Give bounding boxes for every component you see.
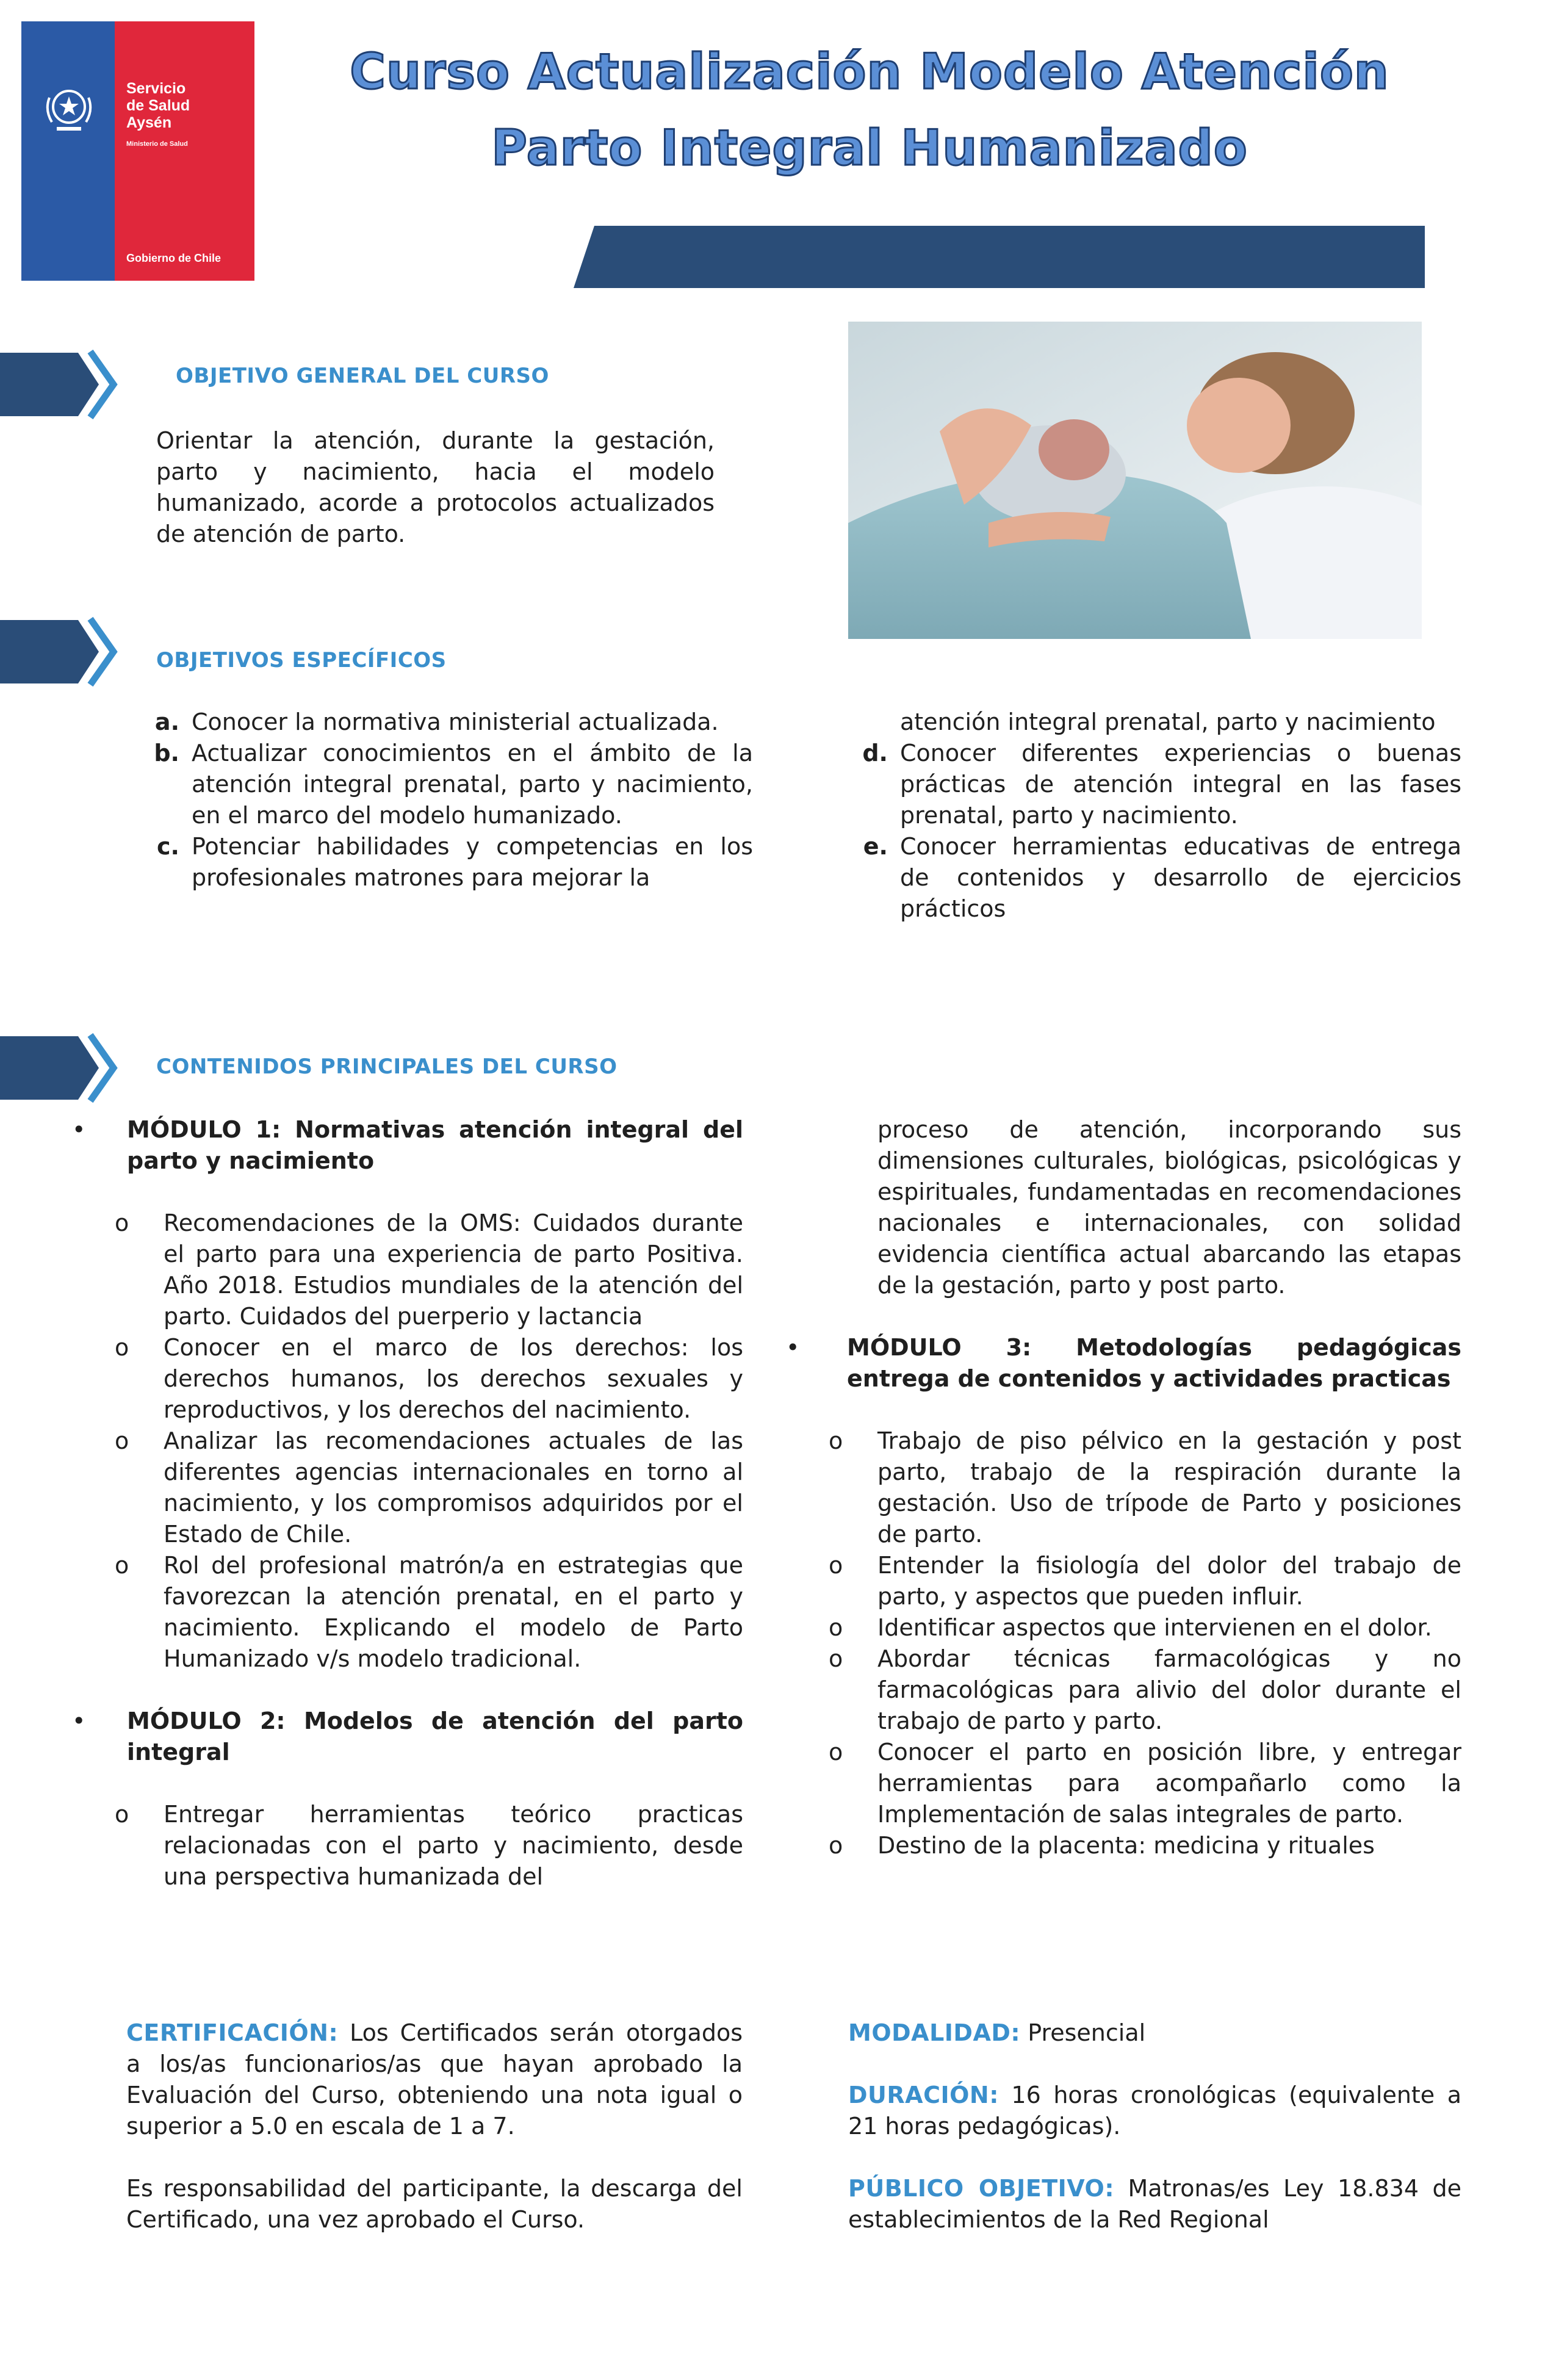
item-text: Recomendaciones de la OMS: Cuidados durante el parto para una experiencia de parto Positiva. Año 2018. Estudios mundiales de la atención del parto. Cuidados del puerperio y lactancia bbox=[164, 1210, 743, 1330]
list-item bbox=[137, 831, 753, 893]
sub-bullet-icon: o bbox=[829, 1552, 843, 1579]
objetivos-list-right bbox=[845, 707, 1461, 925]
list-item bbox=[786, 1737, 1461, 1830]
logo-text bbox=[126, 80, 248, 131]
title-line-2: Parto Integral Humanizado bbox=[491, 120, 1248, 176]
publico-text: Matronas/es Ley 18.834 de establecimientos de la Red Regional bbox=[848, 2175, 1461, 2233]
item-text: Conocer en el marco de los derechos: los derechos humanos, los derechos sexuales y reproductivos, y los derechos del nacimiento. bbox=[164, 1334, 743, 1423]
mother-newborn-photo bbox=[848, 322, 1422, 639]
contenidos-left-column bbox=[72, 1114, 743, 1892]
item-text: Conocer diferentes experiencias o buenas prácticas de atención integral en las fases prenatal, parto y nacimiento. bbox=[900, 740, 1461, 829]
objetivos-especificos-heading: OBJETIVOS ESPECÍFICOS bbox=[156, 648, 447, 673]
item-label: b. bbox=[154, 740, 179, 766]
list-item bbox=[786, 1643, 1461, 1737]
bullet-icon: • bbox=[72, 1116, 86, 1143]
title-line-1: Curso Actualización Modelo Atención bbox=[350, 43, 1389, 100]
item-text: atención integral prenatal, parto y nacimiento bbox=[900, 709, 1436, 735]
sub-bullet-icon: o bbox=[115, 1552, 129, 1579]
duracion-label: DURACIÓN: bbox=[848, 2082, 999, 2108]
item-label: d. bbox=[862, 740, 888, 766]
item-label: a. bbox=[154, 709, 179, 735]
modulo-1-title-text: MÓDULO 1: Normativas atención integral del parto y nacimiento bbox=[127, 1116, 743, 1174]
list-item bbox=[72, 1208, 743, 1332]
item-text: Actualizar conocimientos en el ámbito de la atención integral prenatal, parto y nacimiento, en el marco del modelo humanizado. bbox=[192, 740, 753, 829]
section-chevron-icon bbox=[0, 1031, 128, 1105]
list-item bbox=[786, 1426, 1461, 1550]
list-item bbox=[72, 1550, 743, 1675]
logo-government: Gobierno de Chile bbox=[126, 252, 222, 264]
modulo-3-title-text: MÓDULO 3: Metodologías pedagógicas entrega de contenidos y actividades practicas bbox=[847, 1334, 1461, 1392]
logo-line-1: Servicio bbox=[126, 80, 186, 97]
course-info-block bbox=[848, 2018, 1461, 2235]
certificacion-label: CERTIFICACIÓN: bbox=[126, 2019, 339, 2046]
modulo-1-title bbox=[72, 1114, 743, 1177]
sub-bullet-icon: o bbox=[115, 1801, 129, 1828]
logo-ministry: Ministerio de Salud bbox=[126, 140, 188, 148]
sub-bullet-icon: o bbox=[115, 1427, 129, 1454]
list-item bbox=[72, 1332, 743, 1426]
logo-blue-band bbox=[21, 21, 115, 281]
modulo-1-list bbox=[72, 1208, 743, 1675]
sub-bullet-icon: o bbox=[829, 1645, 843, 1672]
list-item bbox=[786, 1550, 1461, 1612]
item-text: Identificar aspectos que intervienen en el dolor. bbox=[877, 1614, 1432, 1641]
item-text: Conocer herramientas educativas de entrega de contenidos y desarrollo de ejercicios prácticos bbox=[900, 833, 1461, 922]
contenidos-right-column bbox=[786, 1114, 1461, 1861]
publico-paragraph bbox=[848, 2173, 1461, 2235]
item-text: Abordar técnicas farmacológicas y no farmacológicas para alivio del dolor durante el trabajo de parto y parto. bbox=[877, 1645, 1461, 1734]
item-text: Entregar herramientas teórico practicas relacionadas con el parto y nacimiento, desde una perspectiva humanizada del bbox=[164, 1801, 743, 1890]
title-banner bbox=[574, 226, 1425, 288]
item-text: Conocer el parto en posición libre, y entregar herramientas para acompañarlo como la Implementación de salas integrales de parto. bbox=[877, 1739, 1461, 1828]
certificacion-paragraph bbox=[126, 2018, 743, 2142]
item-text: Trabajo de piso pélvico en la gestación y post parto, trabajo de la respiración durante la gestación. Uso de trípode de Parto y posiciones de parto. bbox=[877, 1427, 1461, 1548]
item-text: Entender la fisiología del dolor del trabajo de parto, y aspectos que pueden influir. bbox=[877, 1552, 1461, 1610]
item-text: Potenciar habilidades y competencias en los profesionales matrones para mejorar la bbox=[192, 833, 753, 891]
logo-line-2: de Salud bbox=[126, 97, 190, 114]
modalidad-text: Presencial bbox=[1020, 2019, 1146, 2046]
sub-bullet-icon: o bbox=[115, 1334, 129, 1361]
item-text: Rol del profesional matrón/a en estrategias que favorezcan la atención prenatal, en el parto y nacimiento. Explicando el modelo de Parto Humanizado v/s modelo tradicional. bbox=[164, 1552, 743, 1672]
modulo-2-continuation: proceso de atención, incorporando sus dimensiones culturales, biológicas, psicológicas y espirituales, fundamentadas en recomendaciones nacionales e internacionales, con solidad evidencia científica actual abarcando las etapas de la gestación, parto y post parto. bbox=[877, 1116, 1461, 1299]
list-item bbox=[845, 707, 1461, 738]
list-item bbox=[786, 1830, 1461, 1861]
modulo-3-title bbox=[786, 1332, 1461, 1394]
certificacion-text: Los Certificados serán otorgados a los/as funcionarios/as que hayan aprobado la Evaluación del Curso, obteniendo una nota igual o superior a 5.0 en escala de 1 a 7. bbox=[126, 2019, 743, 2140]
objetivo-general-text: Orientar la atención, durante la gestación, parto y nacimiento, hacia el modelo humanizado, acorde a protocolos actualizados de atención de parto. bbox=[156, 427, 715, 547]
logo-line-3: Aysén bbox=[126, 114, 172, 131]
responsabilidad-text: Es responsabilidad del participante, la descarga del Certificado, una vez aprobado el Curso. bbox=[126, 2175, 743, 2233]
sub-bullet-icon: o bbox=[829, 1427, 843, 1454]
section-chevron-icon bbox=[0, 615, 128, 688]
item-text: Analizar las recomendaciones actuales de las diferentes agencias internacionales en torno al nacimiento, y los compromisos adquiridos por el Estado de Chile. bbox=[164, 1427, 743, 1548]
modulo-3-list bbox=[786, 1426, 1461, 1861]
publico-label: PÚBLICO OBJETIVO: bbox=[848, 2175, 1115, 2202]
item-label: c. bbox=[157, 833, 179, 860]
modulo-2-title bbox=[72, 1706, 743, 1768]
objetivos-list-left bbox=[137, 707, 753, 893]
list-item bbox=[845, 831, 1461, 925]
item-text: Conocer la normativa ministerial actualizada. bbox=[192, 709, 719, 735]
sub-bullet-icon: o bbox=[115, 1210, 129, 1236]
item-text: Destino de la placenta: medicina y rituales bbox=[877, 1832, 1375, 1859]
sub-bullet-icon: o bbox=[829, 1739, 843, 1765]
list-item bbox=[845, 738, 1461, 831]
objetivo-general-heading: OBJETIVO GENERAL DEL CURSO bbox=[176, 364, 549, 388]
modulo-2-title-text: MÓDULO 2: Modelos de atención del parto integral bbox=[127, 1707, 743, 1765]
duracion-text: 16 horas cronológicas (equivalente a 21 horas pedagógicas). bbox=[848, 2082, 1461, 2140]
certificacion-block bbox=[126, 2018, 743, 2235]
list-item bbox=[786, 1612, 1461, 1643]
item-label: e. bbox=[863, 833, 888, 860]
page-title bbox=[305, 34, 1434, 186]
logo-red-band bbox=[115, 21, 254, 281]
section-chevron-icon bbox=[0, 348, 128, 421]
modalidad-label: MODALIDAD: bbox=[848, 2019, 1021, 2046]
sub-bullet-icon: o bbox=[829, 1614, 843, 1641]
list-item bbox=[72, 1426, 743, 1550]
list-item bbox=[137, 707, 753, 738]
bullet-icon: • bbox=[72, 1707, 86, 1734]
duracion-paragraph bbox=[848, 2080, 1461, 2142]
list-item bbox=[137, 738, 753, 831]
bullet-icon: • bbox=[786, 1334, 800, 1361]
chile-crest-icon bbox=[38, 79, 99, 140]
modalidad-paragraph bbox=[848, 2018, 1461, 2049]
contenidos-heading: CONTENIDOS PRINCIPALES DEL CURSO bbox=[156, 1055, 618, 1079]
sub-bullet-icon: o bbox=[829, 1832, 843, 1859]
modulo-2-list bbox=[72, 1799, 743, 1892]
list-item bbox=[72, 1799, 743, 1892]
servicio-salud-logo bbox=[21, 21, 254, 281]
